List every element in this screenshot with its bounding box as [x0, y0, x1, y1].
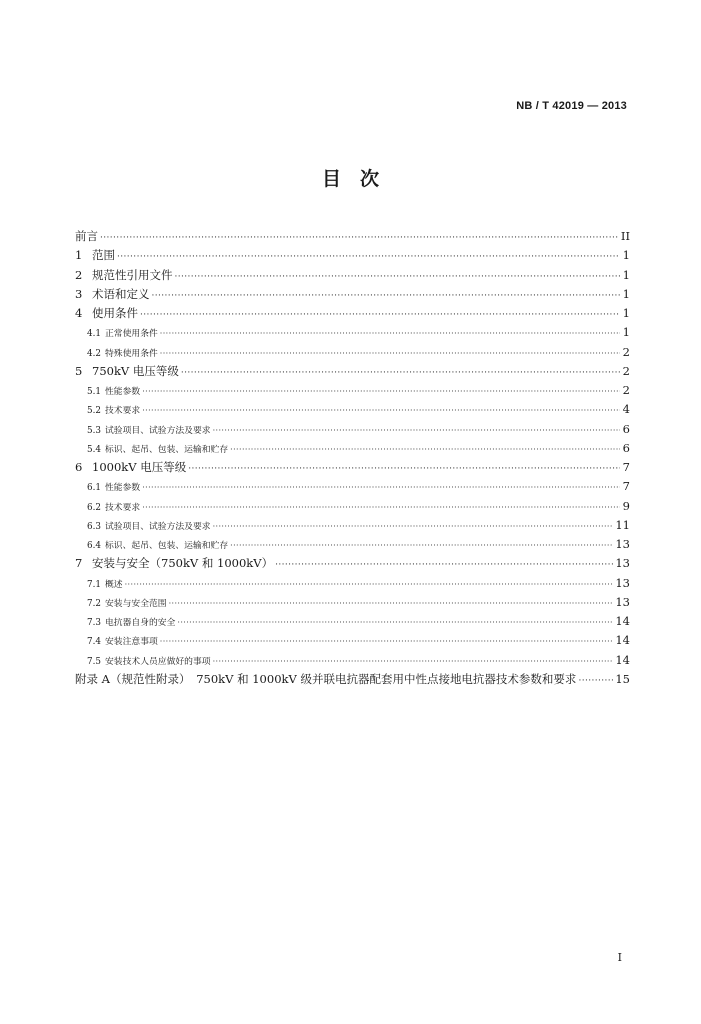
toc-dot-leader — [142, 498, 620, 517]
toc-entry-number: 6 — [75, 460, 83, 474]
toc-entry[interactable] — [75, 439, 630, 458]
toc-entry-page: 1 — [622, 306, 630, 320]
toc-dot-leader — [188, 460, 620, 479]
toc-entry-page: 2 — [622, 344, 630, 359]
toc-entry-title: 技术要求 — [105, 406, 141, 417]
toc-entry-number: 2 — [75, 267, 83, 282]
toc-entry-title: 前言 — [75, 229, 98, 243]
toc-entry[interactable] — [75, 362, 630, 381]
toc-entry-number: 4.2 — [87, 348, 101, 359]
toc-entry[interactable] — [75, 574, 630, 593]
toc-entry-title: 范围 — [92, 248, 115, 263]
toc-entry-title: 标识、起吊、包装、运输和贮存 — [105, 541, 229, 551]
toc-entry-title: 安装注意事项 — [105, 637, 158, 648]
toc-entry-title: 标识、起吊、包装、运输和贮存 — [105, 444, 229, 455]
toc-dot-leader — [142, 382, 620, 401]
toc-entry-title: 规范性引用文件 — [92, 267, 173, 282]
toc-entry-title: 特殊使用条件 — [105, 348, 158, 359]
toc-entry[interactable] — [75, 535, 630, 554]
toc-entry-title: 概述 — [105, 579, 123, 590]
toc-dot-leader — [177, 613, 613, 632]
toc-entry-number: 7 — [75, 556, 83, 571]
toc-entry-title: 性能参数 — [105, 483, 141, 494]
toc-entry-number: 7.4 — [87, 637, 101, 648]
toc-entry-page: 13 — [615, 556, 630, 571]
toc-entry-page: 13 — [615, 594, 630, 609]
toc-entry-title: 技术要求 — [105, 502, 141, 513]
toc-entry-number: 5.2 — [87, 406, 101, 417]
toc-entry-page: 4 — [622, 402, 630, 417]
toc-dot-leader — [160, 632, 614, 651]
toc-entry-number: 5 — [75, 363, 83, 378]
toc-entry[interactable] — [75, 420, 630, 439]
toc-dot-leader — [230, 440, 620, 459]
page-folio: I — [617, 951, 622, 964]
page-title: 目 次 — [321, 168, 379, 190]
toc-dot-leader — [578, 672, 613, 691]
toc-entry[interactable] — [75, 381, 630, 400]
toc-entry[interactable] — [75, 631, 630, 650]
toc-entry[interactable] — [75, 593, 630, 612]
standard-number: NB / T 42019 — 2013 — [516, 100, 627, 112]
toc-entry[interactable] — [75, 670, 630, 689]
toc-entry[interactable] — [75, 343, 630, 362]
toc-entry-page: 1 — [622, 286, 630, 301]
toc-entry-page: II — [620, 229, 630, 243]
toc-entry-page: 11 — [615, 517, 630, 532]
table-of-contents — [75, 227, 630, 689]
toc-entry[interactable] — [75, 304, 630, 323]
toc-entry-number: 5.3 — [87, 425, 101, 436]
toc-entry-page: 14 — [615, 633, 630, 648]
toc-entry[interactable] — [75, 285, 630, 304]
toc-entry-number: 7.5 — [87, 656, 101, 667]
toc-entry-title: 试验项目、试验方法及要求 — [105, 521, 211, 532]
toc-dot-leader — [100, 229, 619, 248]
toc-dot-leader — [117, 248, 620, 267]
toc-dot-leader — [169, 594, 614, 613]
toc-entry-page: 6 — [622, 440, 630, 455]
toc-dot-leader — [160, 324, 620, 343]
toc-entry-page: 14 — [615, 614, 630, 628]
toc-entry-title: 附录 A（规范性附录） 750kV 和 1000kV 级并联电抗器配套用中性点接地电抗器技术参数和要求 — [75, 671, 577, 686]
toc-entry-page: 15 — [615, 671, 630, 686]
toc-entry-page: 6 — [622, 421, 630, 436]
toc-entry[interactable] — [75, 266, 630, 285]
toc-dot-leader — [142, 401, 620, 420]
toc-entry-page: 7 — [622, 460, 630, 474]
toc-entry-title: 试验项目、试验方法及要求 — [105, 425, 211, 436]
toc-entry[interactable] — [75, 400, 630, 419]
toc-entry-title: 正常使用条件 — [105, 329, 158, 340]
toc-entry-number: 6.3 — [87, 521, 101, 532]
toc-dot-leader — [152, 287, 621, 306]
toc-entry-page: 7 — [622, 479, 630, 494]
toc-entry-number: 4 — [75, 306, 83, 320]
toc-entry-page: 14 — [615, 652, 630, 667]
toc-entry-page: 1 — [622, 248, 630, 263]
toc-entry-title: 1000kV 电压等级 — [92, 460, 187, 474]
toc-entry-page: 13 — [615, 537, 630, 551]
toc-entry-title: 电抗器自身的安全 — [105, 618, 176, 628]
toc-entry-number: 6.4 — [87, 541, 101, 551]
toc-entry-number: 3 — [75, 286, 83, 301]
toc-entry[interactable] — [75, 612, 630, 631]
toc-dot-leader — [140, 306, 620, 325]
toc-entry-page: 2 — [622, 363, 630, 378]
toc-entry-number: 4.1 — [87, 329, 101, 340]
toc-dot-leader — [230, 536, 613, 555]
toc-entry-page: 13 — [615, 575, 630, 590]
toc-dot-leader — [142, 478, 620, 497]
toc-entry-title: 750kV 电压等级 — [92, 363, 179, 378]
toc-entry-number: 7.2 — [87, 598, 101, 609]
toc-dot-leader — [160, 344, 620, 363]
toc-entry-page: 9 — [622, 498, 630, 513]
toc-dot-leader — [213, 517, 614, 536]
toc-entry[interactable] — [75, 554, 630, 573]
toc-dot-leader — [213, 421, 620, 440]
toc-entry-title: 安装与安全（750kV 和 1000kV） — [92, 556, 274, 571]
toc-entry[interactable] — [75, 227, 630, 246]
toc-entry[interactable] — [75, 651, 630, 670]
toc-entry-number: 7.3 — [87, 618, 101, 628]
toc-dot-leader — [175, 268, 621, 287]
toc-dot-leader — [125, 575, 614, 594]
toc-dot-leader — [275, 556, 613, 575]
toc-dot-leader — [213, 652, 614, 671]
toc-entry-title: 使用条件 — [92, 306, 138, 320]
toc-entry-title: 安装技术人员应做好的事项 — [105, 656, 211, 667]
toc-entry-number: 1 — [75, 248, 83, 263]
toc-entry-page: 2 — [622, 383, 630, 397]
toc-entry-title: 安装与安全范围 — [105, 598, 167, 609]
toc-entry-number: 6.2 — [87, 502, 101, 513]
toc-entry-title: 性能参数 — [105, 387, 141, 397]
toc-entry-page: 1 — [622, 267, 630, 282]
toc-entry[interactable] — [75, 516, 630, 535]
toc-entry[interactable] — [75, 246, 630, 265]
toc-entry[interactable] — [75, 497, 630, 516]
toc-entry-number: 6.1 — [87, 483, 101, 494]
toc-entry-number: 5.4 — [87, 444, 101, 455]
toc-entry[interactable] — [75, 477, 630, 496]
toc-entry[interactable] — [75, 458, 630, 477]
toc-entry-number: 5.1 — [87, 387, 101, 397]
toc-entry-title: 术语和定义 — [92, 286, 150, 301]
toc-entry-number: 7.1 — [87, 579, 101, 590]
toc-entry[interactable] — [75, 323, 630, 342]
toc-entry-page: 1 — [622, 325, 630, 340]
toc-dot-leader — [181, 364, 620, 383]
